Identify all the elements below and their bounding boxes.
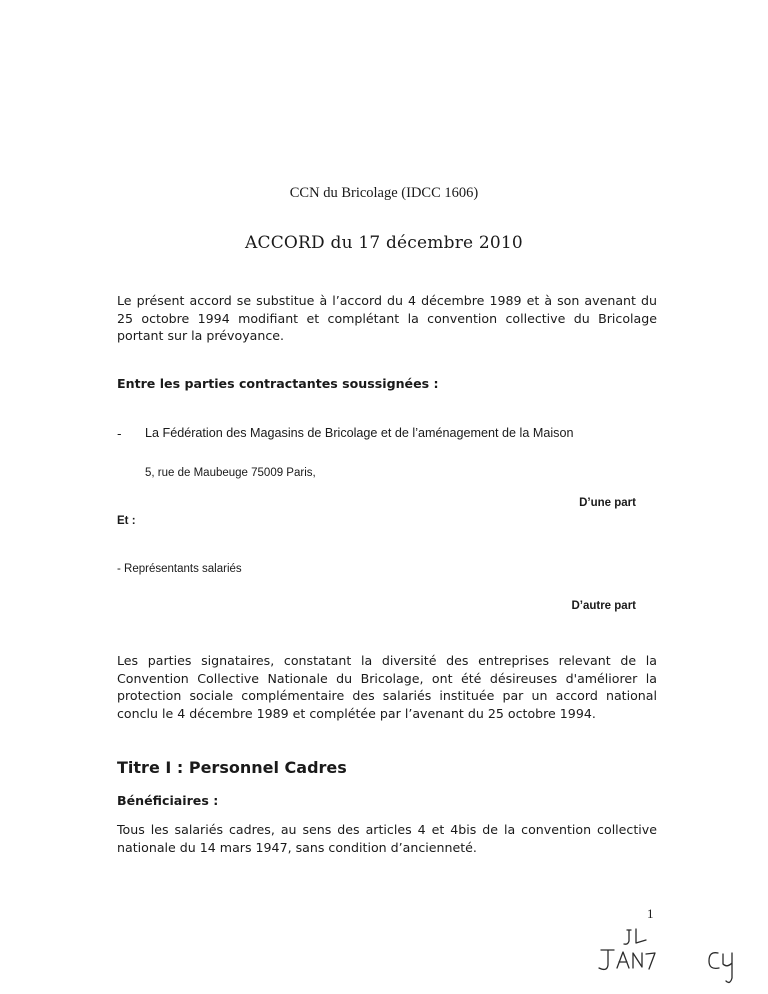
preamble-paragraph: Les parties signataires, constatant la diversité des entreprises relevant de la Convention Collective Nationale du Bricolage, ont été désireuses d'améliorer la protection sociale complémentaire des salariés instituée par un accord national conclu le 4 décembre 1989 et complétée par l’avenant du 25 octobre 1994. [117, 653, 657, 721]
party2-role: D’autre part [571, 600, 636, 612]
document-header: CCN du Bricolage (IDCC 1606) [289, 185, 479, 201]
parties-heading: Entre les parties contractantes soussignées : [117, 376, 439, 391]
initial-2-j [599, 950, 614, 969]
initial-jl-j [624, 930, 631, 944]
initial-3-y [723, 953, 732, 982]
initial-jl-l [636, 929, 646, 943]
intro-paragraph: Le présent accord se substitue à l’accord du 4 décembre 1989 et à son avenant du 25 octobre 1994 modifiant et complétant la convention collective du Bricolage portant sur la prévoyance. [117, 293, 657, 343]
party1-role: D’une part [579, 497, 636, 509]
party1-name: La Fédération des Magasins de Bricolage et de l’aménagement de la Maison [145, 426, 574, 440]
initial-2-n [633, 953, 642, 968]
beneficiaires-heading: Bénéficiaires : [117, 793, 219, 808]
party1-address: 5, rue de Maubeuge 75009 Paris, [145, 467, 316, 479]
initial-2-a [617, 952, 629, 968]
beneficiaires-text: Tous les salariés cadres, au sens des articles 4 et 4bis de la convention collective nationale du 14 mars 1947, sans condition d’ancienneté. [117, 822, 657, 855]
et-label: Et : [117, 515, 136, 527]
party2-name: - Représentants salariés [117, 563, 242, 575]
accord-title: ACCORD du 17 décembre 2010 [245, 233, 523, 253]
section-title: Titre I : Personnel Cadres [117, 758, 347, 777]
initial-3-c [709, 953, 719, 969]
page-number: 1 [647, 906, 654, 921]
initial-2-7 [646, 953, 655, 969]
list-dash: - [117, 426, 122, 441]
